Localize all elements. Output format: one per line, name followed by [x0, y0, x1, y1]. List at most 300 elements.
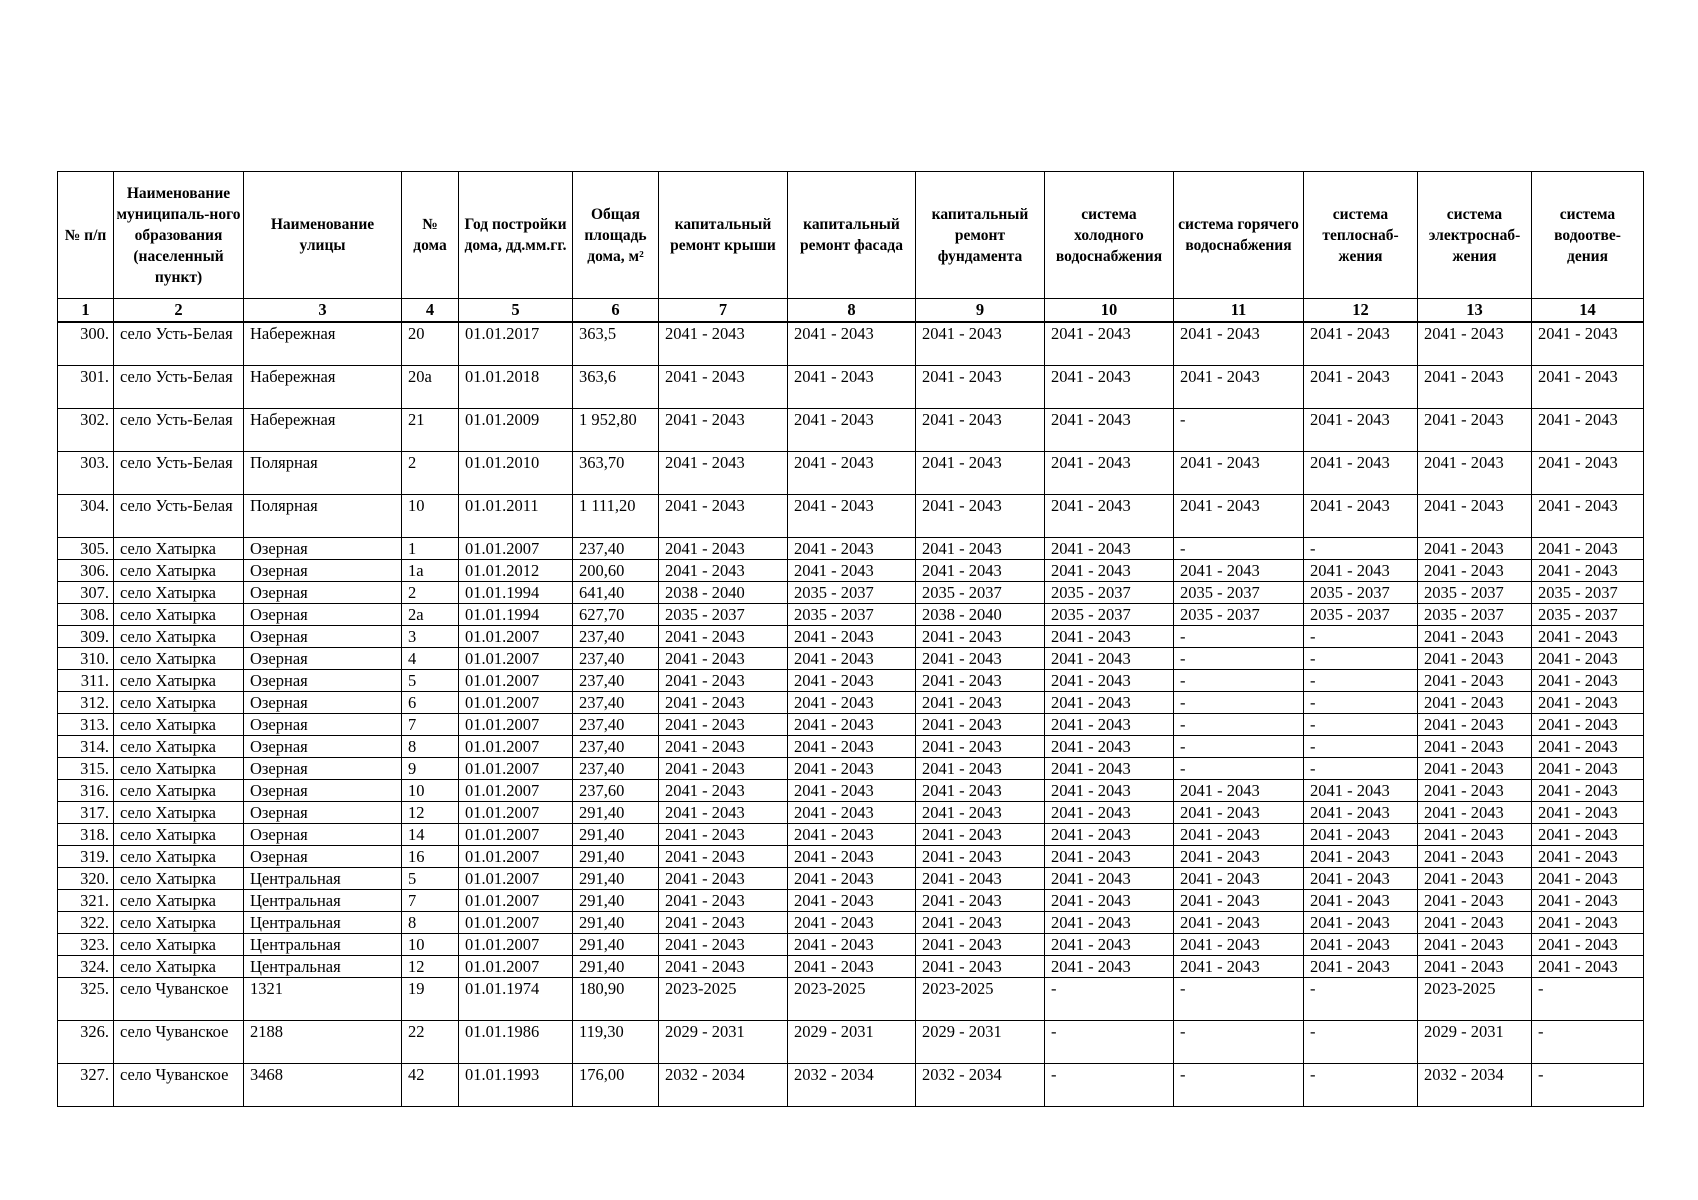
table-cell: 119,30 [573, 1021, 659, 1064]
table-cell: Озерная [244, 604, 402, 626]
table-cell: 2041 - 2043 [659, 890, 788, 912]
table-cell: 2041 - 2043 [1532, 366, 1644, 409]
table-cell: 2032 - 2034 [788, 1064, 916, 1107]
table-cell: 01.01.1993 [459, 1064, 573, 1107]
header-cell: Наименование улицы [244, 172, 402, 299]
table-cell: 2041 - 2043 [1045, 912, 1174, 934]
table-cell: 01.01.2007 [459, 868, 573, 890]
table-cell: - [1174, 648, 1304, 670]
table-cell: - [1304, 538, 1418, 560]
table-cell: 01.01.2007 [459, 736, 573, 758]
table-cell: 2041 - 2043 [916, 322, 1045, 366]
table-cell: 2032 - 2034 [916, 1064, 1045, 1107]
table-cell: 2041 - 2043 [1532, 868, 1644, 890]
header-cell: система горячего водоснабжения [1174, 172, 1304, 299]
table-cell: 2041 - 2043 [1174, 452, 1304, 495]
table-cell: 2035 - 2037 [1045, 582, 1174, 604]
table-cell: 2041 - 2043 [659, 560, 788, 582]
column-number-cell: 2 [114, 299, 244, 323]
table-cell: Озерная [244, 626, 402, 648]
table-cell: 2041 - 2043 [788, 956, 916, 978]
table-cell: 16 [402, 846, 459, 868]
table-cell: 318. [58, 824, 114, 846]
table-cell: 4 [402, 648, 459, 670]
table-cell: - [1304, 714, 1418, 736]
table-cell: 2041 - 2043 [1418, 956, 1532, 978]
table-cell: - [1304, 1064, 1418, 1107]
table-cell: 641,40 [573, 582, 659, 604]
table-cell: 2029 - 2031 [659, 1021, 788, 1064]
housing-repair-table [57, 171, 1644, 1107]
table-cell: 7 [402, 890, 459, 912]
table-cell: 2041 - 2043 [1045, 824, 1174, 846]
table-cell: 291,40 [573, 846, 659, 868]
table-cell: 2041 - 2043 [1174, 560, 1304, 582]
table-cell: 2041 - 2043 [1532, 802, 1644, 824]
table-cell: 2041 - 2043 [1174, 956, 1304, 978]
table-cell: 2041 - 2043 [1532, 538, 1644, 560]
table-cell: 316. [58, 780, 114, 802]
table-cell: 2041 - 2043 [1532, 322, 1644, 366]
table-cell: 2035 - 2037 [1304, 582, 1418, 604]
table-cell: Озерная [244, 538, 402, 560]
table-cell: 180,90 [573, 978, 659, 1021]
table-cell: 2041 - 2043 [1532, 934, 1644, 956]
table-cell: 2038 - 2040 [659, 582, 788, 604]
table-cell: 10 [402, 780, 459, 802]
table-cell: 200,60 [573, 560, 659, 582]
table-cell: 2041 - 2043 [916, 692, 1045, 714]
table-cell: село Хатырка [114, 604, 244, 626]
table-cell: - [1174, 1064, 1304, 1107]
table-cell: село Усть-Белая [114, 495, 244, 538]
table-cell: 2041 - 2043 [1045, 626, 1174, 648]
table-cell: - [1304, 1021, 1418, 1064]
table-row [58, 978, 1644, 1021]
table-cell: 01.01.2011 [459, 495, 573, 538]
table-cell: Озерная [244, 648, 402, 670]
table-row [58, 912, 1644, 934]
table-cell: село Хатырка [114, 582, 244, 604]
table-cell: 2 [402, 452, 459, 495]
table-cell: 2041 - 2043 [1418, 846, 1532, 868]
table-row [58, 824, 1644, 846]
table-cell: 2029 - 2031 [916, 1021, 1045, 1064]
table-cell: 2041 - 2043 [788, 890, 916, 912]
table-cell: 627,70 [573, 604, 659, 626]
table-cell: село Усть-Белая [114, 322, 244, 366]
table-row [58, 802, 1644, 824]
table-cell: 3468 [244, 1064, 402, 1107]
table-cell: - [1174, 409, 1304, 452]
table-cell: 2041 - 2043 [1045, 692, 1174, 714]
table-cell: 2041 - 2043 [1304, 868, 1418, 890]
table-cell: 2041 - 2043 [916, 934, 1045, 956]
table-cell: 2041 - 2043 [1045, 846, 1174, 868]
table-cell: 2041 - 2043 [1418, 452, 1532, 495]
table-row [58, 322, 1644, 366]
table-cell: 01.01.2007 [459, 846, 573, 868]
table-cell: 01.01.1974 [459, 978, 573, 1021]
table-cell: 2041 - 2043 [659, 934, 788, 956]
table-cell: 2041 - 2043 [659, 626, 788, 648]
table-cell: село Хатырка [114, 648, 244, 670]
table-cell: - [1174, 670, 1304, 692]
table-cell: 2041 - 2043 [1418, 648, 1532, 670]
column-number-cell: 1 [58, 299, 114, 323]
table-cell: Центральная [244, 956, 402, 978]
table-cell: 42 [402, 1064, 459, 1107]
table-cell: 2041 - 2043 [1045, 868, 1174, 890]
table-cell: 237,40 [573, 714, 659, 736]
table-cell: 363,70 [573, 452, 659, 495]
table-cell: село Усть-Белая [114, 409, 244, 452]
table-cell: 300. [58, 322, 114, 366]
table-cell: 2041 - 2043 [788, 495, 916, 538]
table-cell: 237,40 [573, 626, 659, 648]
table-cell: 291,40 [573, 912, 659, 934]
table-cell: 304. [58, 495, 114, 538]
table-cell: село Чуванское [114, 978, 244, 1021]
table-cell: 2041 - 2043 [1418, 802, 1532, 824]
table-cell: село Хатырка [114, 912, 244, 934]
table-cell: 2041 - 2043 [659, 366, 788, 409]
table-cell: 325. [58, 978, 114, 1021]
table-cell: село Хатырка [114, 956, 244, 978]
table-cell: Озерная [244, 736, 402, 758]
table-row [58, 956, 1644, 978]
table-cell: 2029 - 2031 [788, 1021, 916, 1064]
table-cell: 2035 - 2037 [1304, 604, 1418, 626]
table-cell: 2041 - 2043 [1418, 538, 1532, 560]
table-cell: 2023-2025 [916, 978, 1045, 1021]
table-cell: Озерная [244, 692, 402, 714]
table-cell: 2041 - 2043 [1532, 648, 1644, 670]
table-cell: 2041 - 2043 [1304, 322, 1418, 366]
header-cell: № дома [402, 172, 459, 299]
table-cell: 2041 - 2043 [916, 736, 1045, 758]
table-cell: 2041 - 2043 [788, 626, 916, 648]
table-cell: 2041 - 2043 [1045, 758, 1174, 780]
table-cell: 01.01.1986 [459, 1021, 573, 1064]
table-cell: 2041 - 2043 [1532, 495, 1644, 538]
table-cell: 01.01.2007 [459, 890, 573, 912]
table-cell: 1 111,20 [573, 495, 659, 538]
table-cell: 22 [402, 1021, 459, 1064]
table-cell: 1а [402, 560, 459, 582]
table-cell: - [1174, 1021, 1304, 1064]
table-cell: 01.01.1994 [459, 582, 573, 604]
table-cell: 2041 - 2043 [659, 452, 788, 495]
column-number-cell: 3 [244, 299, 402, 323]
table-cell: - [1304, 626, 1418, 648]
table-cell: 2041 - 2043 [1045, 322, 1174, 366]
table-cell: село Хатырка [114, 890, 244, 912]
table-cell: 2041 - 2043 [1304, 956, 1418, 978]
table-cell: 291,40 [573, 802, 659, 824]
table-cell: 2041 - 2043 [1174, 780, 1304, 802]
table-cell: 2041 - 2043 [1045, 780, 1174, 802]
table-cell: Центральная [244, 934, 402, 956]
table-cell: 01.01.2007 [459, 714, 573, 736]
table-cell: 2041 - 2043 [1045, 409, 1174, 452]
column-number-cell: 8 [788, 299, 916, 323]
table-cell: 2041 - 2043 [1174, 322, 1304, 366]
table-cell: 2029 - 2031 [1418, 1021, 1532, 1064]
table-cell: Озерная [244, 802, 402, 824]
table-cell: 2041 - 2043 [1174, 366, 1304, 409]
table-cell: 2035 - 2037 [1045, 604, 1174, 626]
table-cell: 2041 - 2043 [1418, 560, 1532, 582]
table-cell: 2041 - 2043 [659, 780, 788, 802]
table-cell: 2041 - 2043 [1304, 409, 1418, 452]
table-cell: 2041 - 2043 [788, 409, 916, 452]
table-cell: 01.01.2009 [459, 409, 573, 452]
table-cell: 01.01.1994 [459, 604, 573, 626]
table-cell: 2041 - 2043 [916, 626, 1045, 648]
table-cell: 2041 - 2043 [1418, 714, 1532, 736]
table-cell: Озерная [244, 780, 402, 802]
table-cell: 2041 - 2043 [1174, 890, 1304, 912]
table-cell: Озерная [244, 758, 402, 780]
table-cell: - [1174, 736, 1304, 758]
table-cell: 317. [58, 802, 114, 824]
table-cell: 2035 - 2037 [1174, 582, 1304, 604]
table-cell: 291,40 [573, 956, 659, 978]
table-cell: 2041 - 2043 [916, 495, 1045, 538]
table-cell: 291,40 [573, 890, 659, 912]
table-cell: 2041 - 2043 [659, 802, 788, 824]
column-number-cell: 14 [1532, 299, 1644, 323]
table-cell: 21 [402, 409, 459, 452]
table-cell: 2041 - 2043 [1304, 495, 1418, 538]
table-row [58, 560, 1644, 582]
table-cell: 305. [58, 538, 114, 560]
table-cell: 2041 - 2043 [916, 538, 1045, 560]
table-cell: - [1174, 758, 1304, 780]
table-cell: село Хатырка [114, 846, 244, 868]
table-cell: 363,5 [573, 322, 659, 366]
table-cell: 2032 - 2034 [1418, 1064, 1532, 1107]
table-cell: село Чуванское [114, 1021, 244, 1064]
table-cell: 5 [402, 670, 459, 692]
table-row [58, 780, 1644, 802]
table-cell: 2041 - 2043 [659, 714, 788, 736]
table-cell: Озерная [244, 670, 402, 692]
table-cell: 12 [402, 956, 459, 978]
table-cell: 2041 - 2043 [916, 758, 1045, 780]
table-cell: 2041 - 2043 [788, 912, 916, 934]
table-cell: 2041 - 2043 [659, 409, 788, 452]
table-cell: 314. [58, 736, 114, 758]
table-cell: 2041 - 2043 [788, 758, 916, 780]
table-cell: 12 [402, 802, 459, 824]
table-cell: 01.01.2007 [459, 912, 573, 934]
table-cell: село Хатырка [114, 780, 244, 802]
table-cell: 326. [58, 1021, 114, 1064]
table-cell: 2041 - 2043 [1532, 736, 1644, 758]
table-cell: 2041 - 2043 [788, 846, 916, 868]
table-cell: 2041 - 2043 [659, 736, 788, 758]
header-cell: система холодного водоснабжения [1045, 172, 1174, 299]
header-cell: капитальный ремонт крыши [659, 172, 788, 299]
header-cell: система электроснаб-жения [1418, 172, 1532, 299]
table-cell: 2041 - 2043 [916, 846, 1045, 868]
table-cell: 2041 - 2043 [1532, 560, 1644, 582]
table-row [58, 409, 1644, 452]
table-cell: село Хатырка [114, 802, 244, 824]
table-cell: 237,40 [573, 758, 659, 780]
table-cell: 2035 - 2037 [1418, 604, 1532, 626]
table-cell: 307. [58, 582, 114, 604]
table-cell: 2041 - 2043 [1045, 452, 1174, 495]
table-cell: Набережная [244, 409, 402, 452]
table-cell: 7 [402, 714, 459, 736]
table-cell: 20а [402, 366, 459, 409]
table-cell: 2041 - 2043 [1045, 736, 1174, 758]
table-cell: 2041 - 2043 [1532, 912, 1644, 934]
table-cell: 2041 - 2043 [1532, 890, 1644, 912]
table-cell: 2035 - 2037 [659, 604, 788, 626]
table-cell: 2041 - 2043 [1418, 670, 1532, 692]
table-cell: 2041 - 2043 [788, 692, 916, 714]
table-cell: 306. [58, 560, 114, 582]
table-cell: 2041 - 2043 [1418, 366, 1532, 409]
table-cell: 14 [402, 824, 459, 846]
table-cell: - [1174, 978, 1304, 1021]
table-cell: 10 [402, 495, 459, 538]
column-number-cell: 10 [1045, 299, 1174, 323]
table-cell: Озерная [244, 846, 402, 868]
table-row [58, 626, 1644, 648]
table-cell: 2041 - 2043 [916, 802, 1045, 824]
table-cell: 2041 - 2043 [1418, 409, 1532, 452]
table-cell: 2041 - 2043 [916, 409, 1045, 452]
table-cell: 2041 - 2043 [1045, 802, 1174, 824]
table-row [58, 714, 1644, 736]
header-cell: система водоотве-дения [1532, 172, 1644, 299]
table-cell: 2041 - 2043 [1045, 890, 1174, 912]
table-cell: 2041 - 2043 [1174, 802, 1304, 824]
table-cell: село Хатырка [114, 736, 244, 758]
table-cell: 2035 - 2037 [788, 582, 916, 604]
table-cell: Центральная [244, 890, 402, 912]
table-cell: 2 [402, 582, 459, 604]
table-cell: 2041 - 2043 [916, 670, 1045, 692]
table-cell: 01.01.2007 [459, 670, 573, 692]
table-cell: 2041 - 2043 [1418, 322, 1532, 366]
column-number-cell: 12 [1304, 299, 1418, 323]
table-cell: село Усть-Белая [114, 452, 244, 495]
table-cell: 2041 - 2043 [916, 560, 1045, 582]
table-row [58, 582, 1644, 604]
table-cell: село Хатырка [114, 626, 244, 648]
table-cell: 2041 - 2043 [659, 322, 788, 366]
table-cell: 01.01.2007 [459, 758, 573, 780]
table-cell: Озерная [244, 582, 402, 604]
table-cell: село Хатырка [114, 538, 244, 560]
table-cell: 327. [58, 1064, 114, 1107]
table-row [58, 670, 1644, 692]
table-cell: 8 [402, 912, 459, 934]
table-cell: 2041 - 2043 [916, 956, 1045, 978]
table-cell: 2023-2025 [659, 978, 788, 1021]
table-cell: 2032 - 2034 [659, 1064, 788, 1107]
table-cell: 2041 - 2043 [788, 868, 916, 890]
table-cell: 2041 - 2043 [1418, 934, 1532, 956]
table-cell: 01.01.2010 [459, 452, 573, 495]
table-cell: 2023-2025 [1418, 978, 1532, 1021]
table-body [58, 322, 1644, 1107]
table-cell: 2041 - 2043 [1304, 912, 1418, 934]
table-cell: 2041 - 2043 [1045, 956, 1174, 978]
header-cell: № п/п [58, 172, 114, 299]
table-cell: село Хатырка [114, 868, 244, 890]
table-row [58, 366, 1644, 409]
table-cell: 2041 - 2043 [1532, 846, 1644, 868]
table-cell: Полярная [244, 495, 402, 538]
table-cell: 2041 - 2043 [1045, 366, 1174, 409]
table-cell: 2041 - 2043 [1304, 780, 1418, 802]
table-row [58, 452, 1644, 495]
column-number-row [58, 299, 1644, 323]
table-cell: 2041 - 2043 [788, 648, 916, 670]
table-cell: 8 [402, 736, 459, 758]
table-cell: 2041 - 2043 [1045, 538, 1174, 560]
table-cell: 2041 - 2043 [1418, 868, 1532, 890]
table-cell: 2041 - 2043 [1532, 824, 1644, 846]
table-cell: 2041 - 2043 [916, 366, 1045, 409]
table-cell: 2041 - 2043 [1532, 956, 1644, 978]
table-cell: - [1174, 692, 1304, 714]
table-cell: 2041 - 2043 [1418, 626, 1532, 648]
table-cell: Центральная [244, 912, 402, 934]
table-cell: 291,40 [573, 868, 659, 890]
table-cell: 324. [58, 956, 114, 978]
table-cell: 01.01.2007 [459, 780, 573, 802]
table-cell: 321. [58, 890, 114, 912]
table-cell: - [1304, 978, 1418, 1021]
column-number-cell: 9 [916, 299, 1045, 323]
table-cell: 2041 - 2043 [659, 495, 788, 538]
table-row [58, 495, 1644, 538]
table-cell: 01.01.2017 [459, 322, 573, 366]
table-cell: 2041 - 2043 [659, 824, 788, 846]
table-cell: 2041 - 2043 [1304, 890, 1418, 912]
header-cell: капитальный ремонт фундамента [916, 172, 1045, 299]
table-cell: 2035 - 2037 [1174, 604, 1304, 626]
table-cell: 2038 - 2040 [916, 604, 1045, 626]
table-cell: 313. [58, 714, 114, 736]
table-cell: 2041 - 2043 [659, 692, 788, 714]
table-cell: село Хатырка [114, 824, 244, 846]
table-cell: 2041 - 2043 [1304, 846, 1418, 868]
table-cell: - [1532, 1064, 1644, 1107]
table-cell: 308. [58, 604, 114, 626]
table-cell: 01.01.2007 [459, 824, 573, 846]
table-cell: 311. [58, 670, 114, 692]
table-cell: 2035 - 2037 [788, 604, 916, 626]
table-row [58, 934, 1644, 956]
table-cell: 2041 - 2043 [1532, 758, 1644, 780]
table-cell: 2041 - 2043 [1045, 495, 1174, 538]
table-cell: 2035 - 2037 [1532, 604, 1644, 626]
table-cell: - [1174, 626, 1304, 648]
table-cell: 2041 - 2043 [916, 648, 1045, 670]
table-cell: - [1045, 978, 1174, 1021]
table-cell: 291,40 [573, 824, 659, 846]
column-number-cell: 5 [459, 299, 573, 323]
